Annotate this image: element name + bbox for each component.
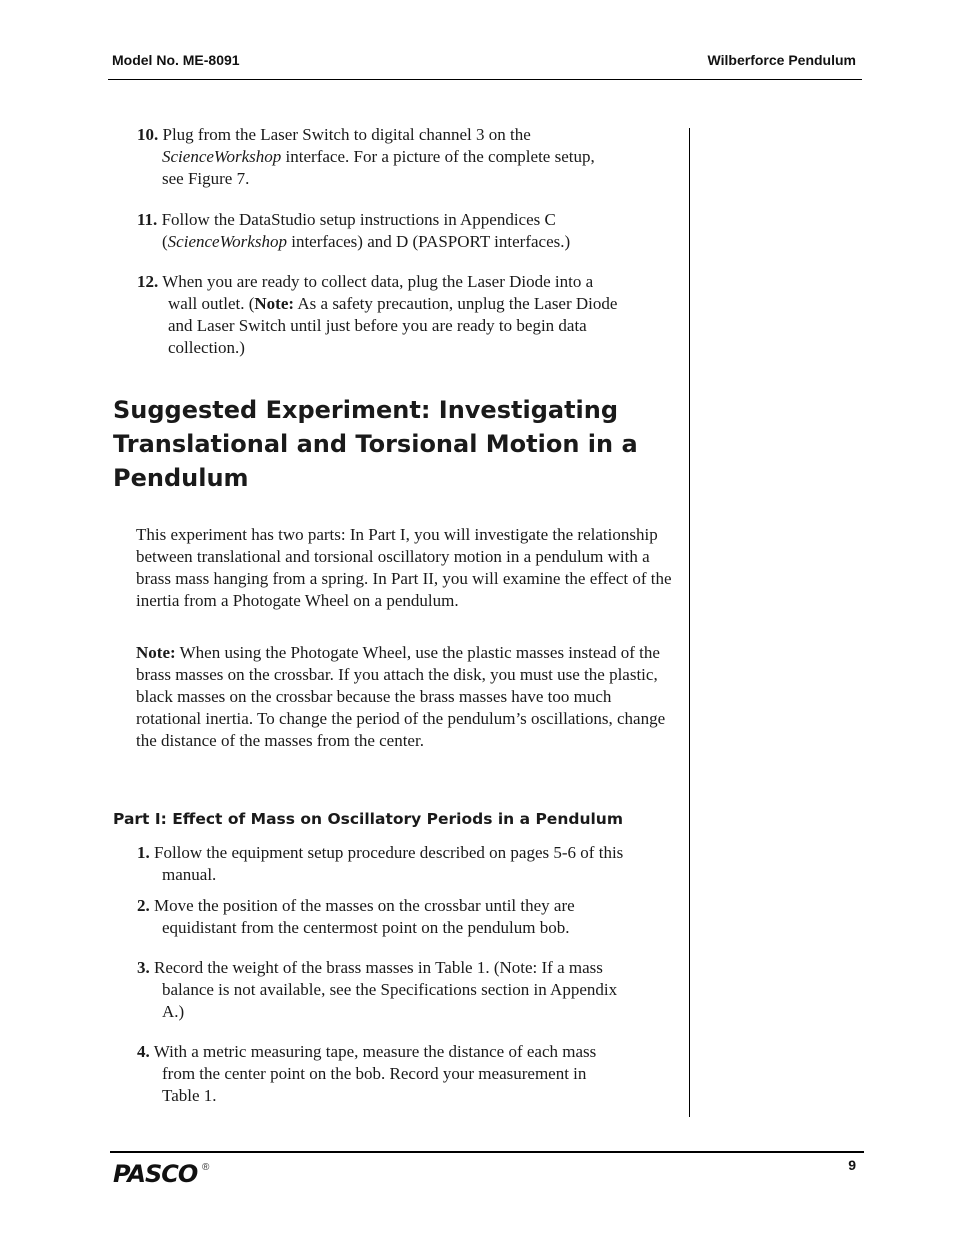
heading-line: Suggested Experiment: Investigating [113, 396, 619, 424]
intro-paragraph: This experiment has two parts: In Part I, you will investigate the relationship between translational and torsional oscillatory motion in a pendulum with a brass mass hanging from a spring. In Part II, you will examine the effect of the inertia from a Photogate Wheel on a pendulum. [136, 525, 672, 610]
heading-line: Translational and Torsional Motion in a [113, 430, 638, 458]
step-number: 2. [137, 896, 150, 915]
step-text: Plug from the Laser Switch to digital channel 3 on the [162, 125, 531, 144]
step-text-line: manual. [162, 865, 217, 884]
note-text: When using the Photogate Wheel, use the plastic masses instead of the brass masses on the crossbar. If you attach the disk, you must use the plastic, black masses on the crossbar because the brass masses have too much rotational inertia. To change the period of the pendulum’s oscillations, change the distance of the masses from the center. [136, 643, 666, 750]
step-number: 11. [137, 210, 158, 229]
setup-step-10 [137, 124, 682, 190]
step-text-line: and Laser Switch until just before you are ready to begin data [168, 316, 587, 335]
step-text: Move the position of the masses on the crossbar until they are [154, 896, 575, 915]
heading-line: Pendulum [113, 464, 249, 492]
page-number: 9 [848, 1157, 856, 1173]
part-heading: Part I: Effect of Mass on Oscillatory Periods in a Pendulum [113, 810, 623, 828]
step-text-line: from the center point on the bob. Record your measurement in [162, 1064, 587, 1083]
header-divider [108, 79, 862, 80]
step-text-line: A.) [162, 1002, 185, 1021]
model-number: Model No. ME-8091 [112, 52, 240, 68]
note-label: Note: [254, 294, 295, 313]
step-text: Follow the DataStudio setup instructions in Appendices C [161, 210, 556, 229]
step-text: wall outlet. ( [168, 294, 255, 313]
step-text: Record the weight of the brass masses in Table 1. (Note: If a mass [154, 958, 603, 977]
registered-mark: ® [202, 1162, 210, 1173]
setup-step-12 [137, 271, 682, 359]
note-label: Note: [136, 643, 176, 662]
step-text: When you are ready to collect data, plug the Laser Diode into a [162, 272, 594, 291]
part1-step-2 [137, 895, 682, 939]
step-text-line: balance is not available, see the Specifications section in Appendix [162, 980, 618, 999]
part1-step-1 [137, 842, 685, 886]
step-text-line: equidistant from the centermost point on the pendulum bob. [162, 918, 570, 937]
step-text: As a safety precaution, unplug the Laser Diode [294, 294, 618, 313]
step-text: Follow the equipment setup procedure described on pages 5-6 of this [154, 843, 624, 862]
italic-term: ScienceWorkshop [162, 147, 282, 166]
note-paragraph [136, 642, 676, 752]
step-number: 12. [137, 272, 159, 291]
paren: ( [162, 232, 168, 251]
part1-step-3 [137, 957, 682, 1023]
step-text-line [137, 146, 682, 168]
pasco-logo: PASCO [113, 1160, 198, 1188]
setup-step-11 [137, 209, 682, 253]
step-text-line: collection.) [168, 338, 245, 357]
step-text-line [137, 293, 682, 315]
step-text: interfaces) and D (PASPORT interfaces.) [286, 232, 571, 251]
section-heading [113, 393, 683, 495]
step-text: With a metric measuring tape, measure the distance of each mass [153, 1042, 597, 1061]
step-number: 10. [137, 125, 159, 144]
margin-divider [689, 128, 690, 1117]
italic-term: ScienceWorkshop [167, 232, 287, 251]
document-title: Wilberforce Pendulum [707, 52, 856, 68]
step-text-line [137, 231, 682, 253]
footer-divider [110, 1151, 864, 1153]
step-number: 1. [137, 843, 150, 862]
step-number: 4. [137, 1042, 150, 1061]
part1-step-4 [137, 1041, 682, 1107]
step-number: 3. [137, 958, 150, 977]
step-text-line: see Figure 7. [162, 169, 250, 188]
step-text-line: Table 1. [162, 1086, 217, 1105]
step-text: interface. For a picture of the complete setup, [281, 147, 595, 166]
